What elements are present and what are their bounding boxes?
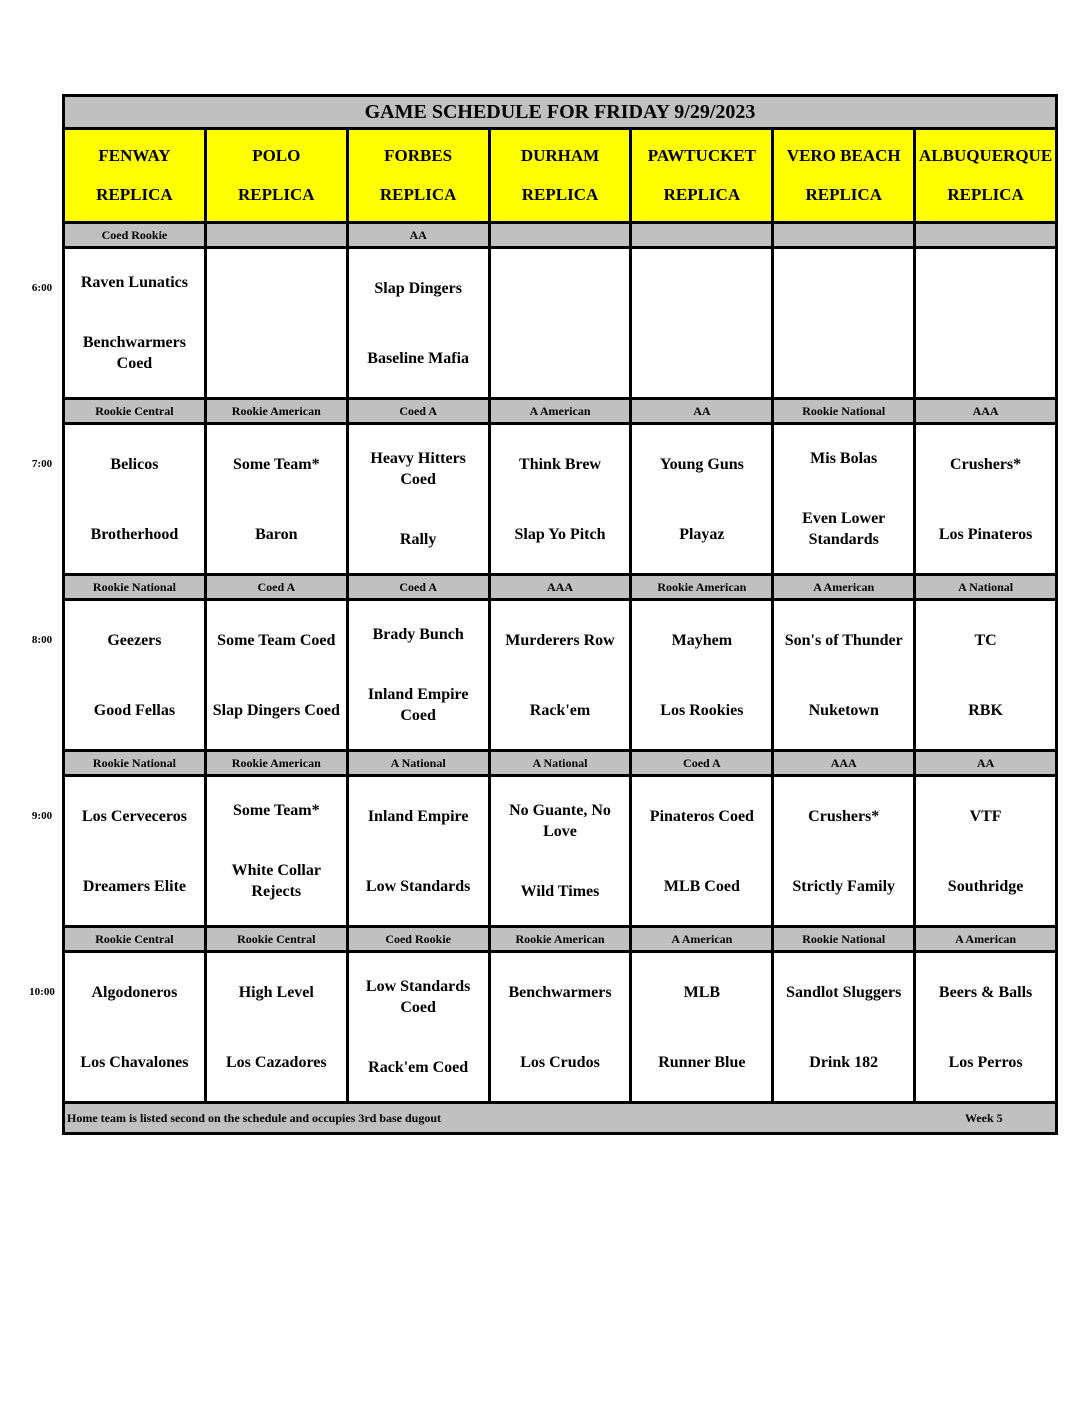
- game-cell: [632, 777, 774, 925]
- away-team: Beers & Balls: [938, 983, 1033, 1001]
- time-slots: [65, 224, 1055, 1104]
- home-team: Rally: [399, 530, 437, 548]
- home-team: Los Perros: [948, 1053, 1023, 1071]
- home-team: Baseline Mafia: [367, 349, 470, 367]
- away-team: Mis Bolas: [810, 450, 878, 468]
- game-cell: [65, 777, 207, 925]
- game-cell: [207, 777, 349, 925]
- field-header: [65, 130, 207, 221]
- away-team: Think Brew: [519, 455, 601, 473]
- division-row: [65, 224, 1055, 249]
- division-label: AA: [349, 224, 491, 246]
- home-team: White Collar Rejects: [231, 861, 321, 900]
- home-team: Runner Blue: [658, 1053, 746, 1071]
- away-team: Low Standards Coed: [365, 978, 471, 1017]
- away-team: Sandlot Sluggers: [786, 983, 902, 1001]
- game-cell: [349, 601, 491, 749]
- away-team: Young Guns: [659, 455, 744, 473]
- time-label: 8:00: [31, 634, 53, 646]
- game-cell: [491, 601, 633, 749]
- game-cell: [774, 249, 916, 397]
- home-team: Rack'em: [529, 701, 591, 719]
- home-team: Low Standards: [365, 877, 471, 895]
- division-row: [65, 400, 1055, 425]
- schedule-table: [62, 94, 1058, 1135]
- division-label: [491, 224, 633, 246]
- time-label: 7:00: [31, 458, 53, 470]
- field-header: [916, 130, 1055, 221]
- away-team: High Level: [238, 983, 314, 1001]
- field-subtitle: REPLICA: [663, 185, 741, 205]
- home-team: Dreamers Elite: [82, 877, 187, 895]
- away-team: Pinateros Coed: [649, 807, 754, 825]
- home-team: Wild Times: [520, 882, 600, 900]
- division-label: Rookie National: [774, 400, 916, 422]
- game-cell: [916, 601, 1055, 749]
- game-cell: [349, 777, 491, 925]
- field-subtitle: REPLICA: [947, 185, 1024, 205]
- division-label: [207, 224, 349, 246]
- time-label: 6:00: [31, 282, 53, 294]
- field-header: [349, 130, 491, 221]
- games-row: [65, 249, 1055, 400]
- away-team: Some Team*: [232, 802, 320, 820]
- away-team: Geezers: [107, 631, 162, 649]
- game-cell: [349, 249, 491, 397]
- game-cell: [774, 601, 916, 749]
- games-row: [65, 601, 1055, 752]
- division-label: A American: [916, 928, 1055, 950]
- home-team: Slap Dingers Coed: [212, 701, 340, 719]
- home-team: Benchwarmers Coed: [82, 333, 186, 372]
- field-name: FORBES: [384, 145, 453, 165]
- away-team: Some Team Coed: [217, 631, 336, 649]
- game-cell: [65, 425, 207, 573]
- division-label: AAA: [774, 752, 916, 774]
- games-row: [65, 953, 1055, 1104]
- game-cell: [916, 425, 1055, 573]
- home-team: Baron: [255, 525, 298, 543]
- division-label: Coed A: [349, 400, 491, 422]
- field-name: POLO: [252, 145, 301, 165]
- field-name: ALBUQUERQUE: [918, 145, 1053, 165]
- game-cell: [774, 777, 916, 925]
- division-label: Rookie American: [207, 400, 349, 422]
- home-team: Southridge: [947, 877, 1024, 895]
- away-team: Crushers*: [808, 807, 880, 825]
- game-cell: [916, 953, 1055, 1101]
- field-header: [632, 130, 774, 221]
- division-label: Coed Rookie: [65, 224, 207, 246]
- division-label: A National: [916, 576, 1055, 598]
- home-team: Even Lower Standards: [802, 509, 886, 548]
- field-header: [491, 130, 633, 221]
- division-label: AA: [632, 400, 774, 422]
- field-name: VERO BEACH: [786, 145, 901, 165]
- field-subtitle: REPLICA: [96, 185, 173, 205]
- game-cell: [349, 953, 491, 1101]
- away-team: MLB: [683, 983, 721, 1001]
- field-subtitle: REPLICA: [238, 185, 315, 205]
- game-cell: [491, 425, 633, 573]
- game-cell: [774, 425, 916, 573]
- field-name: PAWTUCKET: [647, 145, 757, 165]
- home-team: RBK: [968, 701, 1003, 719]
- field-subtitle: REPLICA: [379, 185, 457, 205]
- game-cell: [632, 953, 774, 1101]
- time-label: 9:00: [31, 810, 53, 822]
- division-label: Rookie American: [632, 576, 774, 598]
- division-label: A American: [774, 576, 916, 598]
- game-cell: [207, 425, 349, 573]
- away-team: Heavy Hitters Coed: [370, 450, 466, 489]
- division-label: [916, 224, 1055, 246]
- division-label: AAA: [491, 576, 633, 598]
- game-cell: [491, 249, 633, 397]
- game-cell: [65, 249, 207, 397]
- away-team: Los Cerveceros: [81, 807, 187, 825]
- home-team: Los Cazadores: [225, 1053, 327, 1071]
- game-cell: [207, 249, 349, 397]
- division-label: Coed Rookie: [349, 928, 491, 950]
- field-header-row: [65, 130, 1055, 224]
- footer-note: Home team is listed second on the schedule and occupies 3rd base dugout: [67, 1111, 442, 1125]
- division-label: AA: [916, 752, 1055, 774]
- home-team: Nuketown: [808, 701, 879, 719]
- away-team: VTF: [969, 807, 1002, 825]
- schedule-footer: [65, 1104, 1055, 1132]
- game-cell: [916, 777, 1055, 925]
- game-cell: [491, 953, 633, 1101]
- field-header: [774, 130, 916, 221]
- division-label: Rookie American: [491, 928, 633, 950]
- division-label: Rookie National: [65, 576, 207, 598]
- division-label: AAA: [916, 400, 1055, 422]
- home-team: Los Rookies: [660, 701, 744, 719]
- division-label: Rookie National: [774, 928, 916, 950]
- away-team: Inland Empire: [367, 807, 469, 825]
- division-label: A National: [349, 752, 491, 774]
- division-label: Rookie Central: [65, 400, 207, 422]
- home-team: Los Pinateros: [938, 525, 1033, 543]
- home-team: Los Crudos: [520, 1053, 600, 1071]
- division-label: Coed A: [207, 576, 349, 598]
- games-row: [65, 425, 1055, 576]
- home-team: Rack'em Coed: [368, 1058, 469, 1076]
- division-label: Rookie Central: [65, 928, 207, 950]
- division-label: [774, 224, 916, 246]
- game-cell: [632, 601, 774, 749]
- home-team: Playaz: [679, 525, 725, 543]
- away-team: Raven Lunatics: [80, 274, 188, 292]
- home-team: Inland Empire Coed: [367, 685, 469, 724]
- game-cell: [207, 601, 349, 749]
- game-cell: [65, 953, 207, 1101]
- division-label: A American: [491, 400, 633, 422]
- division-label: A American: [632, 928, 774, 950]
- games-row: [65, 777, 1055, 928]
- division-label: [632, 224, 774, 246]
- division-label: Rookie American: [207, 752, 349, 774]
- away-team: Crushers*: [950, 455, 1022, 473]
- field-subtitle: REPLICA: [805, 185, 882, 205]
- home-team: Good Fellas: [93, 701, 176, 719]
- schedule-title: GAME SCHEDULE FOR FRIDAY 9/29/2023: [65, 97, 1055, 130]
- game-cell: [632, 425, 774, 573]
- game-cell: [65, 601, 207, 749]
- game-cell: [632, 249, 774, 397]
- division-row: [65, 752, 1055, 777]
- game-cell: [207, 953, 349, 1101]
- division-row: [65, 928, 1055, 953]
- division-label: Coed A: [349, 576, 491, 598]
- away-team: Brady Bunch: [372, 626, 464, 644]
- away-team: Son's of Thunder: [784, 631, 903, 649]
- away-team: Murderers Row: [505, 631, 615, 649]
- division-label: Rookie Central: [207, 928, 349, 950]
- home-team: Strictly Family: [792, 877, 896, 895]
- time-label: 10:00: [29, 986, 55, 998]
- division-label: A National: [491, 752, 633, 774]
- week-label: Week 5: [965, 1111, 1003, 1125]
- division-row: [65, 576, 1055, 601]
- home-team: Drink 182: [809, 1053, 879, 1071]
- away-team: TC: [974, 631, 997, 649]
- game-cell: [491, 777, 633, 925]
- home-team: Brotherhood: [90, 525, 179, 543]
- division-label: Coed A: [632, 752, 774, 774]
- game-cell: [916, 249, 1055, 397]
- home-team: Slap Yo Pitch: [514, 525, 606, 543]
- game-cell: [774, 953, 916, 1101]
- away-team: Algodoneros: [91, 983, 178, 1001]
- home-team: MLB Coed: [663, 877, 740, 895]
- game-cell: [349, 425, 491, 573]
- away-team: No Guante, No Love: [509, 802, 611, 841]
- away-team: Some Team*: [232, 455, 320, 473]
- field-name: DURHAM: [520, 145, 600, 165]
- away-team: Benchwarmers: [508, 983, 612, 1001]
- home-team: Los Chavalones: [80, 1053, 189, 1071]
- field-name: FENWAY: [98, 145, 171, 165]
- away-team: Belicos: [110, 455, 159, 473]
- away-team: Slap Dingers: [374, 279, 462, 297]
- field-subtitle: REPLICA: [521, 185, 599, 205]
- field-header: [207, 130, 349, 221]
- division-label: Rookie National: [65, 752, 207, 774]
- away-team: Mayhem: [671, 631, 733, 649]
